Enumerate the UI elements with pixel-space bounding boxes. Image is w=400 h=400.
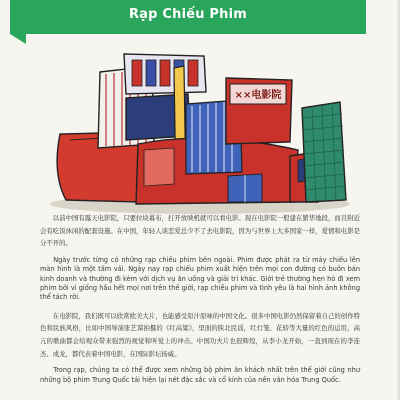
article-body <box>40 212 360 392</box>
cinema-sign-text: ××电影院 <box>234 90 282 101</box>
cinema-illustration <box>40 44 360 216</box>
paragraph-zh-2: 在电影院，我们既可以欣赏欧美大片，也能感受原汁原味的中国文化。很多中国电影仍然保留着自己的创作特色和民族风格，比如中国导演张艺谋拍摄的《红高粱》，里面的陕北民谣，红灯笼、花轿等大量的红色的运用，高亢的歌曲都会给观众带来强烈的视觉和听觉上的冲击。中国功夫片也很辉煌，从李小龙开始，一直到现在的李连杰、成龙，都代表着中国电影，在国际影坛扬威。 <box>40 311 360 358</box>
title-banner <box>10 0 366 34</box>
paragraph-vi-2: Trong rạp, chúng ta có thể được xem những bộ phim ăn khách nhất trên thế giới cũng như những bộ phim Trung Quốc tái hiện lại nét đặc sắc và cổ kính của nền văn hóa Trung Quốc. <box>40 366 360 384</box>
paragraph-vi-1: Ngày trước từng có những rạp chiếu phim bên ngoài. Phim được phát ra từ máy chiếu lên màn hình là một tấm vải. Ngày nay rạp chiếu phim xuất hiện trên mọi con đường có buôn bán kinh doanh và thường đi kèm với dịch vụ ăn uống và giải trí khác. Giới trẻ thường hẹn hò đi xem phim bởi vì giống hầu hết mọi nơi trên thế giới, rạp chiếu phim và tình yêu là hai hình ảnh không thể tách rời. <box>40 255 360 302</box>
paragraph-zh-1: 以前中国有露天电影院，只要拉块幕布，打开放映机就可以看电影。现在电影院一般建在繁华地段，而且附近会有吃饭休闲的配套设施。在中国，年轻人谈恋爱总少不了去电影院，因为与世界上大多国家一样，爱情和电影是分不开的。 <box>40 214 360 248</box>
page-title: Rạp Chiếu Phim <box>128 7 248 22</box>
page-edge <box>394 0 400 400</box>
